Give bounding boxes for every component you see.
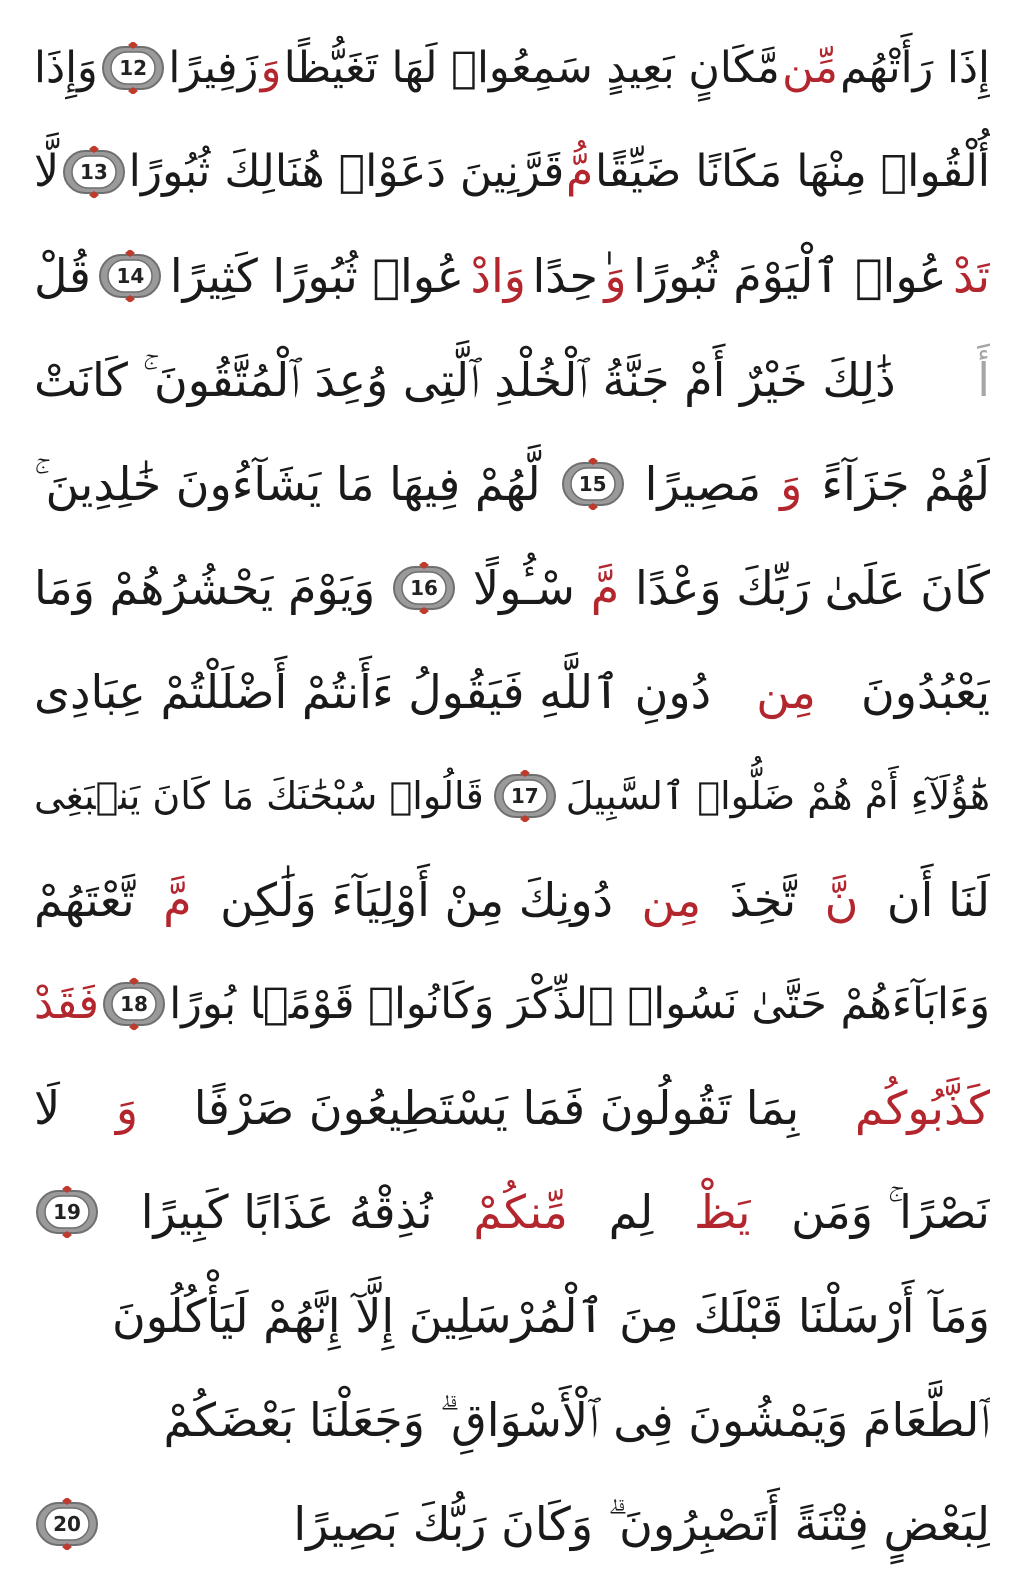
verse-text: وَمَآ أَرْسَلْنَا قَبْلَكَ مِنَ ٱلْمُرْسَلِينَ إِلَّآ إِنَّهُمْ لَيَأْكُلُونَ [111,1289,990,1343]
tajweed-red-text: مِّن [782,42,838,93]
verse-text: إِذَا رَأَتْهُم [840,42,990,93]
verse-text: دُونِ ٱللَّهِ فَيَقُولُ ءَأَنتُمْ أَضْلَلْتُمْ عِبَادِى [34,665,712,719]
ayah-marker-icon [34,1186,100,1238]
tajweed-red-text: يَظْ [693,1185,751,1239]
text-line [34,20,990,116]
tajweed-red-text: وَ [604,249,627,303]
verse-text: قَرَّنِينَ دَعَوْا۟ هُنَالِكَ ثُبُورًا [128,146,565,197]
verse-text: ذَٰلِكَ خَيْرٌ أَمْ جَنَّةُ ٱلْخُلْدِ ٱلَّتِى وُعِدَ ٱلْمُتَّقُونَ ۚ كَانَتْ [34,353,896,407]
text-line [34,748,990,844]
tajweed-red-text: مِّنكُمْ [473,1185,568,1239]
text-line [34,956,990,1052]
tajweed-red-text: كَذَّبُوكُم [854,1081,990,1135]
tajweed-red-text: مِن [641,873,702,927]
verse-text: زَفِيرًا [168,42,259,93]
verse-text: لَّهُمْ فِيهَا مَا يَشَآءُونَ خَٰلِدِينَ ۚ [34,457,541,511]
verse-text: تَّخِذَ [729,873,797,927]
text-line [34,124,990,220]
text-line [34,1060,990,1156]
tajweed-red-text: وَ [115,1081,139,1135]
verse-text: بِمَا تَقُولُونَ فَمَا يَسْتَطِيعُونَ صَرْفًا [193,1081,800,1135]
verse-text: وَءَابَآءَهُمْ حَتَّىٰ نَسُوا۟ ٱلذِّكْرَ وَكَانُوا۟ قَوْمًۢا بُورًا [169,978,990,1029]
text-line [34,1372,990,1468]
ayah-number: 12 [119,56,148,80]
text-line [34,228,990,324]
verse-text: سْـُٔولًا [472,561,575,615]
verse-text: نَصْرًا ۚ وَمَن [791,1185,990,1239]
ayah-number: 13 [79,160,108,184]
verse-text: عُوا۟ ٱلْيَوْمَ ثُبُورًا [633,249,947,303]
tajweed-red-text: مِن [756,665,816,719]
ayah-number: 15 [578,472,607,496]
ayah-marker-icon [100,42,166,94]
ayah-number: 14 [116,264,145,288]
tajweed-red-text: مَّ [590,561,620,615]
ayah-marker-icon [34,1498,100,1550]
tajweed-red-text: وَ [780,457,803,511]
ayah-number: 18 [120,992,148,1016]
verse-text: قُلْ [34,249,91,303]
verse-text: دُونِكَ مِنْ أَوْلِيَآءَ وَلَٰكِن [220,873,614,927]
text-line [34,852,990,948]
text-line [34,1476,990,1572]
ayah-marker-icon [492,770,558,822]
verse-text: ٰحِدًا [532,249,598,303]
ayah-marker-icon [61,146,127,198]
verse-text: مَصِيرًا [644,457,762,511]
verse-text: نُذِقْهُ عَذَابًا كَبِيرًا [140,1185,433,1239]
tajweed-red-text: نَّ [824,873,859,927]
verse-text: أُلْقُوا۟ مِنْهَا مَكَانًا ضَيِّقًا [595,146,990,197]
ayah-number: 17 [510,784,539,808]
ayah-number: 20 [53,1512,81,1536]
verse-text: هَٰٓؤُلَآءِ أَمْ هُمْ ضَلُّوا۟ ٱلسَّبِيلَ [565,774,990,818]
verse-text: لَا [34,1081,61,1135]
text-line [34,332,990,428]
verse-text: كَانَ عَلَىٰ رَبِّكَ وَعْدًا [635,561,990,615]
ayah-marker-icon [101,978,167,1030]
verse-text: لَنَا أَن [886,873,990,927]
text-line [34,1268,990,1364]
verse-text: يَعْبُدُونَ [860,665,990,719]
tajweed-red-text: مَّ [163,873,192,927]
verse-text: وَإِذَا [34,42,98,93]
ayah-number: 19 [53,1200,81,1224]
tajweed-red-text: وَ [260,42,282,93]
ayah-marker-icon [560,458,626,510]
tajweed-red-text: فَقَدْ [34,978,99,1029]
verse-text: لِبَعْضٍ فِتْنَةً أَتَصْبِرُونَ ۗ وَكَانَ رَبُّكَ بَصِيرًا [293,1497,990,1551]
text-line [34,1164,990,1260]
ayah-marker-icon [97,250,163,302]
text-line [34,644,990,740]
tajweed-red-text: تَدْ [953,249,990,303]
ayah-marker-icon [391,562,457,614]
verse-text: لِم [608,1185,654,1239]
verse-text: ٱلطَّعَامَ وَيَمْشُونَ فِى ٱلْأَسْوَاقِ ۗ وَجَعَلْنَا بَعْضَكُمْ [163,1393,990,1447]
verse-text: لَهُمْ جَزَآءً [821,457,990,511]
tajweed-red-text: وَادْ [470,249,527,303]
text-line [34,436,990,532]
verse-text: عُوا۟ ثُبُورًا كَثِيرًا [169,249,465,303]
verse-text: تَّعْتَهُمْ [34,873,135,927]
ayah-number: 16 [410,576,438,600]
verse-text: لَّا [34,146,60,197]
verse-text: قَالُوا۟ سُبْحَٰنَكَ مَا كَانَ يَنۢبَغِى [34,774,484,818]
verse-text: مَّكَانٍ بَعِيدٍ سَمِعُوا۟ لَهَا تَغَيُّظًا [283,42,780,93]
tajweed-red-text: مُّ [566,146,594,197]
text-line [34,540,990,636]
tajweed-gray-text: أَ [977,353,990,407]
verse-text: وَيَوْمَ يَحْشُرُهُمْ وَمَا [34,561,376,615]
